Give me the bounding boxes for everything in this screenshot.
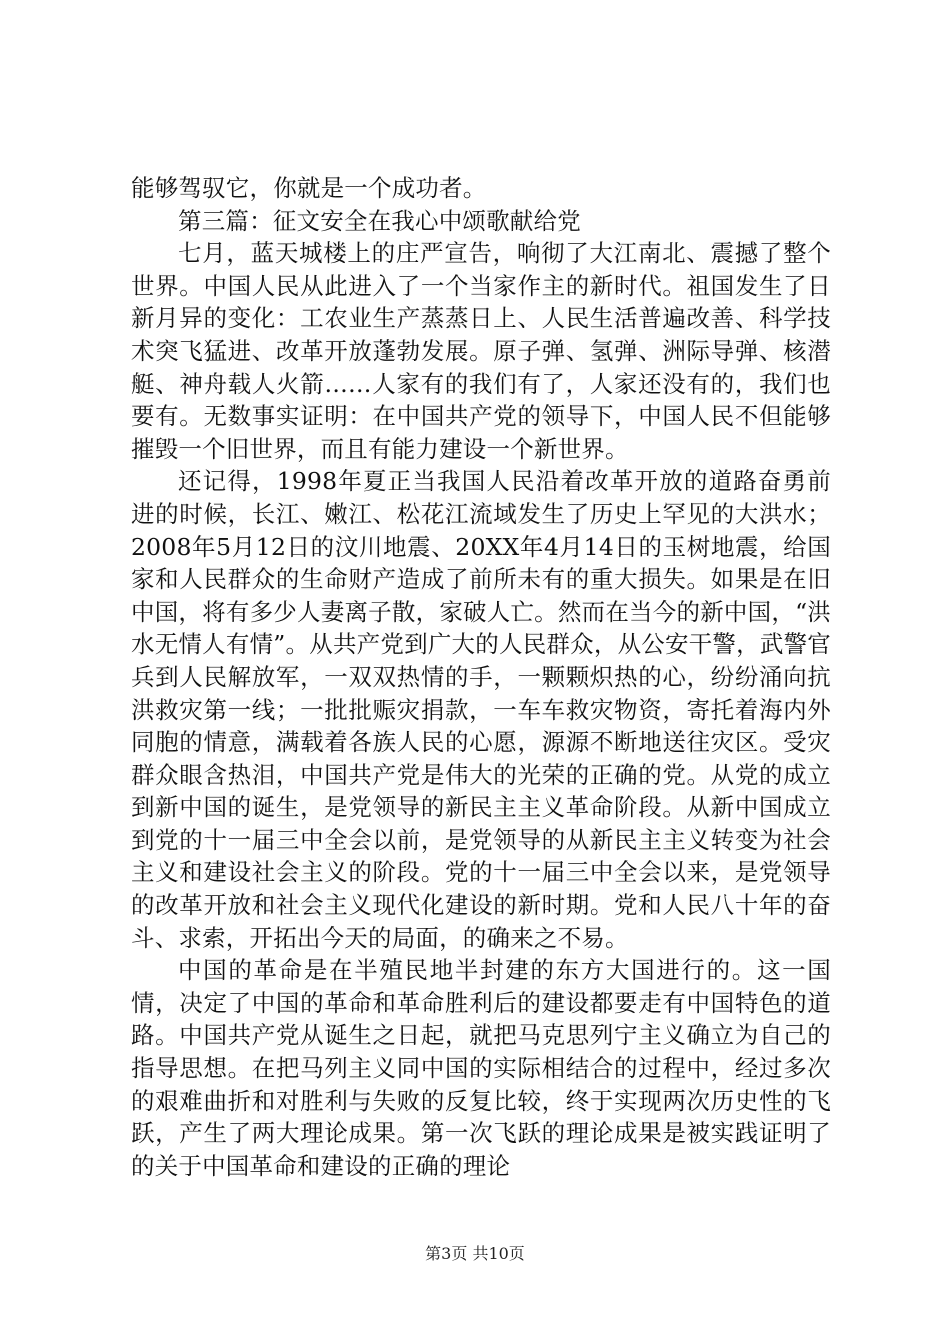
page-number-footer: 第3页 共10页 [425,1244,525,1263]
paragraph: 七月，蓝天城楼上的庄严宣告，响彻了大江南北、震撼了整个世界。中国人民从此进入了一个当家作主的新时代。祖国发生了日新月异的变化：工农业生产蒸蒸日上、人民生活普遍改善、科学技术突飞猛进、改革开放蓬勃发展。原子弹、氢弹、洲际导弹、核潜艇、神舟载人火箭……人家有的我们有了，人家还没有的，我们也要有。无数事实证明：在中国共产党的领导下，中国人民不但能够摧毁一个旧世界，而且有能力建设一个新世界。 [131,239,831,463]
document-body [131,172,831,1182]
paragraph-continuation: 能够驾驭它，你就是一个成功者。 [131,174,487,202]
section-heading: 第三篇：征文安全在我心中颂歌献给党 [178,206,581,235]
paragraph: 还记得，1998年夏正当我国人民沿着改革开放的道路奋勇前进的时候，长江、嫩江、松花江流域发生了历史上罕见的大洪水；2008年5月12日的汶川地震、20XX年4月14日的玉树地震，给国家和人民群众的生命财产造成了前所未有的重大损失。如果是在旧中国，将有多少人妻离子散，家破人亡。然而在当今的新中国，“洪水无情人有情”。从共产党到广大的人民群众，从公安干警，武警官兵到人民解放军，一双双热情的手，一颗颗炽热的心，纷纷涌向抗洪救灾第一线；一批批赈灾捐款，一车车救灾物资，寄托着海内外同胞的情意，满载着各族人民的心愿，源源不断地送往灾区。受灾群众眼含热泪，中国共产党是伟大的光荣的正确的党。从党的成立到新中国的诞生，是党领导的新民主主义革命阶段。从新中国成立到党的十一届三中全会以前，是党领导的从新民主主义转变为社会主义和建设社会主义的阶段。党的十一届三中全会以来，是党领导的改革开放和社会主义现代化建设的新时期。党和人民八十年的奋斗、求索，开拓出今天的局面，的确来之不易。 [131,467,831,952]
paragraph: 中国的革命是在半殖民地半封建的东方大国进行的。这一国情，决定了中国的革命和革命胜利后的建设都要走有中国特色的道路。中国共产党从诞生之日起，就把马克思列宁主义确立为自己的指导思想。在把马列主义同中国的实际相结合的过程中，经过多次的艰难曲折和对胜利与失败的反复比较，终于实现两次历史性的飞跃，产生了两大理论成果。第一次飞跃的理论成果是被实践证明了的关于中国革命和建设的正确的理论 [131,956,831,1180]
